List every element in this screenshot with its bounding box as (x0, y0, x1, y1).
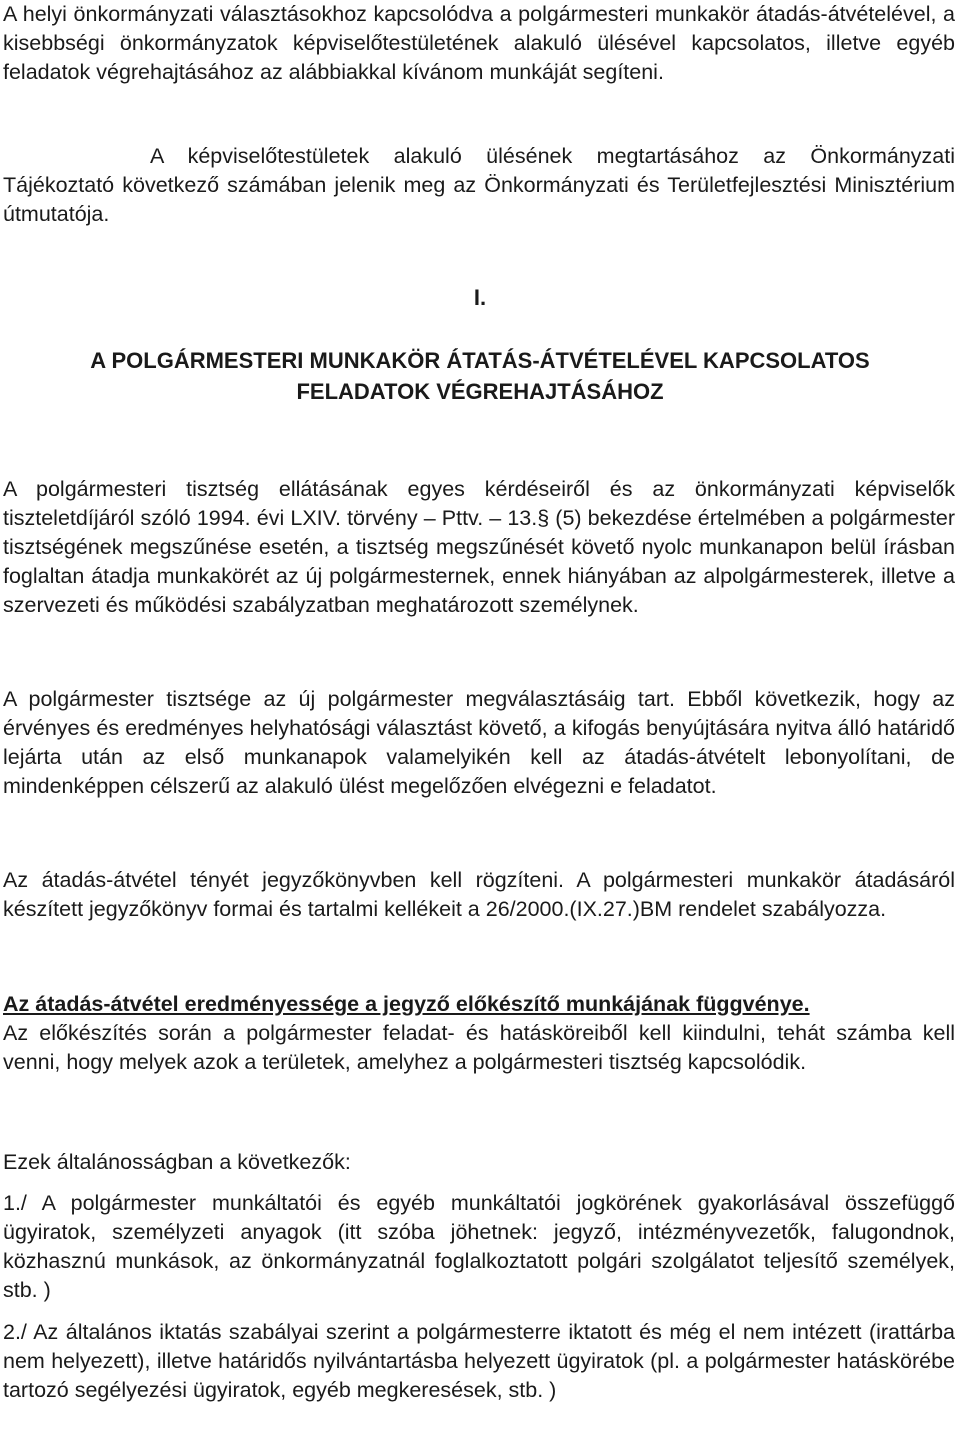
section-title-line-1: A POLGÁRMESTERI MUNKAKÖR ÁTATÁS-ÁTVÉTELÉVEL KAPCSOLATOS (90, 348, 870, 373)
section-number: I. (473, 285, 487, 310)
body-paragraph-pttv: A polgármesteri tisztség ellátásának egyes kérdéseiről és az önkormányzati képviselők tiszteletdíjáról szóló 1994. évi LXIV. törvény – Pttv. – 13.§ (5) bekezdése értelmében a polgármester tisztségének megszűnése esetén, a tisztség megszűnését követő nyolc munkanapon belül írásban foglaltan átadja munkakörét az új polgármesternek, ennek hiányában az alpolgármesterek, illetve a szervezeti és működési szabályzatban meghatározott személynek. (3, 477, 955, 617)
section-title-line-2: FELADATOK VÉGREHAJTÁSÁHOZ (296, 379, 664, 404)
body-paragraph-minutes: Az átadás-átvétel tényét jegyzőkönyvben kell rögzíteni. A polgármesteri munkakör átadásáról készített jegyzőkönyv formai és tartalmi kellékeit a 26/2000.(IX.27.)BM rendelet szabályozza. (3, 868, 955, 921)
preparation-text: Az előkészítés során a polgármester feladat- és hatásköreiből kell kiindulni, tehát számba kell venni, hogy melyek azok a területek, amelyhez a polgármesteri tisztség kapcsolódik. (3, 1021, 955, 1074)
section-title (0, 345, 960, 407)
intro-paragraph: A helyi önkormányzati választásokhoz kapcsolódva a polgármesteri munkakör átadás-átvételével, a kisebbségi önkormányzatok képviselőtestületének alakuló ülésével kapcsolatos, illetve egyéb feladatok végrehajtásához az alábbiakkal kívánom munkáját segíteni. (3, 2, 955, 84)
list-item: 2./ Az általános iktatás szabályai szerint a polgármesterre iktatott és még el nem intézett (irattárba nem helyezett), illetve határidős nyilvántartásba helyezett ügyiratok (pl. a polgármester hatáskörébe tartozó segélyezési ügyiratok, egyéb megkeresések, stb. ) (3, 1320, 955, 1402)
list-item: 1./ A polgármester munkáltatói és egyéb munkáltatói jogkörének gyakorlásával összefüggő ügyiratok, személyzeti anyagok (itt szóba jöhetnek: jegyző, intézményvezetők, falugondnok, közhasznú munkások, az önkormányzatnál foglalkoztatott polgári szolgálatot teljesítő személyek, stb. ) (3, 1191, 955, 1302)
body-paragraph-preparation (3, 990, 955, 1077)
list-intro: Ezek általánosságban a következők: (3, 1150, 351, 1174)
body-paragraph-term: A polgármester tisztsége az új polgármester megválasztásáig tart. Ebből következik, hogy az érvényes és eredményes helyhatósági választást követő, a kifogás benyújtására nyitva álló határidő lejárta után az első munkanapok valamelyikén kell az átadás-átvételt lebonyolítani, de mindenképpen célszerű az alakuló ülést megelőzően elvégezni e feladatot. (3, 687, 955, 798)
emphasis-sentence: Az átadás-átvétel eredményessége a jegyző előkészítő munkájának függvénye. (3, 992, 810, 1016)
intro-paragraph-guidance: A képviselőtestületek alakuló ülésének megtartásához az Önkormányzati Tájékoztató következő számában jelenik meg az Önkormányzati és Területfejlesztési Minisztérium útmutatója. (3, 144, 955, 226)
